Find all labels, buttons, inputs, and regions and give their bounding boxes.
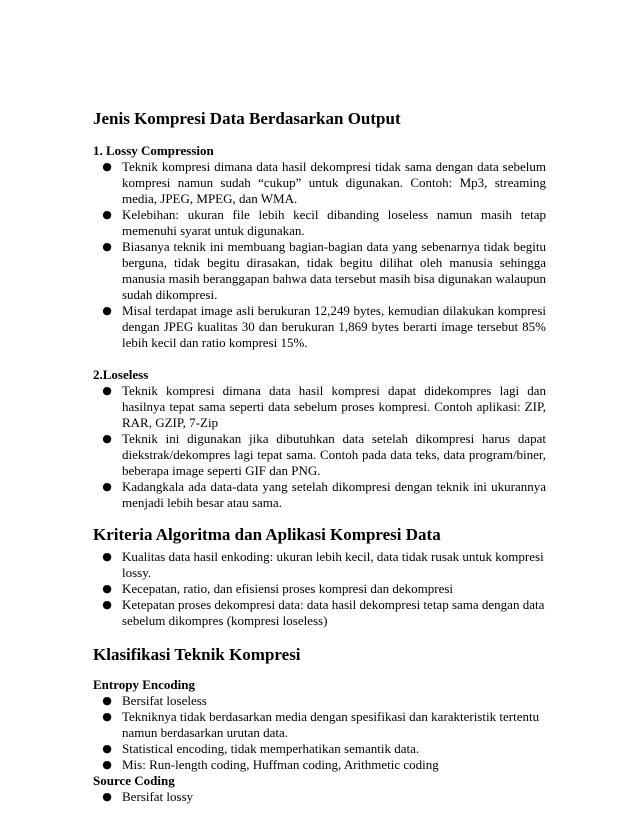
list-item: ● Ketepatan proses dekompresi data: data hasil dekompresi tetap sama dengan data sebelum dikompres (kompresi loseless) xyxy=(102,597,545,628)
list-item: ● Mis: Run-length coding, Huffman coding, Arithmetic coding xyxy=(102,757,439,772)
bullet-icon: ● xyxy=(102,304,112,317)
subheading-entropy: Entropy Encoding xyxy=(93,677,195,692)
list-kriteria xyxy=(93,549,546,629)
list-item: ● Teknik ini digunakan jika dibutuhkan data setelah dikompresi harus dapat diekstrak/dekompres lagi tepat sama. Contoh pada data teks, data program/biner, beberapa image seperti GIF dan PNG. xyxy=(102,431,546,478)
list-loseless xyxy=(93,383,546,511)
bullet-icon: ● xyxy=(102,758,112,771)
heading-jenis-kompresi: Jenis Kompresi Data Berdasarkan Output xyxy=(93,109,401,128)
bullet-icon: ● xyxy=(102,208,112,221)
heading-kriteria: Kriteria Algoritma dan Aplikasi Kompresi Data xyxy=(93,525,441,544)
bullet-icon: ● xyxy=(102,694,112,707)
subheading-source: Source Coding xyxy=(93,773,175,788)
spacer xyxy=(93,351,546,367)
bullet-icon: ● xyxy=(102,480,112,493)
list-item: ● Teknik kompresi dimana data hasil kompresi dapat didekompres lagi dan hasilnya tepat sama seperti data sebelum proses kompresi. Contoh aplikasi: ZIP, RAR, GZIP, 7-Zip xyxy=(102,383,546,430)
list-item: ● Tekniknya tidak berdasarkan media dengan spesifikasi dan karakteristik tertentu namun berdasarkan urutan data. xyxy=(102,709,540,740)
heading-klasifikasi: Klasifikasi Teknik Kompresi xyxy=(93,645,301,664)
list-item: ● Kualitas data hasil enkoding: ukuran lebih kecil, data tidak rusak untuk kompresi lossy. xyxy=(102,549,544,580)
bullet-icon: ● xyxy=(102,240,112,253)
bullet-icon: ● xyxy=(102,160,112,173)
list-item: ● Statistical encoding, tidak memperhatikan semantik data. xyxy=(102,741,420,756)
subheading-loseless: 2.Loseless xyxy=(93,367,149,382)
bullet-icon: ● xyxy=(102,432,112,445)
list-item: ● Kadangkala ada data-data yang setelah dikompresi dengan teknik ini ukurannya menjadi lebih besar atau sama. xyxy=(102,479,546,510)
list-item: ● Teknik kompresi dimana data hasil dekompresi tidak sama dengan data sebelum kompresi namun sudah “cukup” untuk digunakan. Contoh: Mp3, streaming media, JPEG, MPEG, dan WMA. xyxy=(102,159,546,206)
subheading-lossy: 1. Lossy Compression xyxy=(93,143,214,158)
bullet-icon: ● xyxy=(102,550,112,563)
bullet-icon: ● xyxy=(102,384,112,397)
bullet-icon: ● xyxy=(102,582,112,595)
list-item: ● Bersifat lossy xyxy=(102,789,194,804)
bullet-icon: ● xyxy=(102,598,112,611)
list-item: ● Biasanya teknik ini membuang bagian-bagian data yang sebenarnya tidak begitu berguna, tidak begitu dirasakan, tidak begitu dilihat oleh manusia sehingga manusia masih beranggapan bahwa data tersebut masih bisa digunakan walaupun sudah dikompresi. xyxy=(102,239,546,302)
bullet-icon: ● xyxy=(102,710,112,723)
list-entropy xyxy=(93,693,546,773)
list-item: ● Kelebihan: ukuran file lebih kecil dibanding loseless namun masih tetap memenuhi syarat untuk digunakan. xyxy=(102,207,546,238)
list-item: ● Misal terdapat image asli berukuran 12,249 bytes, kemudian dilakukan kompresi dengan JPEG kualitas 30 dan berukuran 1,869 bytes berarti image tersebut 85% lebih kecil dan ratio kompresi 15%. xyxy=(102,303,546,350)
list-item: ● Bersifat loseless xyxy=(102,693,207,708)
list-lossy xyxy=(93,159,546,351)
document-content xyxy=(93,109,546,805)
list-source xyxy=(93,789,546,805)
bullet-icon: ● xyxy=(102,790,112,803)
list-item: ● Kecepatan, ratio, dan efisiensi proses kompresi dan dekompresi xyxy=(102,581,454,596)
bullet-icon: ● xyxy=(102,742,112,755)
